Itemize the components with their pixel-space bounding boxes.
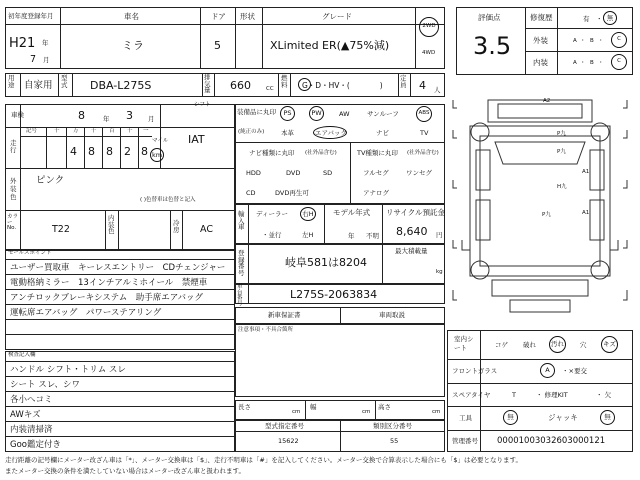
class-no: 55 — [390, 437, 399, 445]
equip-abs-circle: ABS — [416, 106, 432, 122]
reg-label: 初年度登録年月 — [8, 12, 54, 20]
mileage-digit-2: 8 — [88, 145, 95, 158]
inspector-item-3: 各小へコミ — [10, 395, 53, 405]
equip-navi: ナビ — [376, 129, 389, 137]
interior-label: 内装 — [533, 58, 548, 67]
max-load-label: 最大積載量 — [395, 247, 428, 255]
tv-label: TV種類に丸印 — [357, 149, 398, 157]
equip-pw-circle: PW — [309, 106, 324, 121]
notes-box — [235, 324, 445, 397]
reg-month: 7 — [30, 54, 37, 65]
model-year-label: モデル年式 — [333, 208, 371, 217]
color-note: ( )色替車は色替と記入 — [140, 197, 196, 203]
repair-no-circle: 無 — [603, 11, 617, 25]
diagram-label-a1a: A1 — [582, 169, 590, 175]
diagram-label-p2: P九 — [557, 149, 566, 155]
unit-mile: マイル — [152, 138, 169, 144]
import-label: 輸入車 — [238, 210, 245, 231]
tools-label: 工具 — [459, 414, 472, 422]
ac-label: 冷房 — [173, 219, 180, 234]
grade: XLimited ER(▲75%減) — [270, 39, 390, 52]
inspector-item-5: 内装清掃済 — [10, 425, 53, 435]
seat-label: 室内シート — [454, 335, 474, 353]
chassis-value: L275S-2063834 — [290, 288, 378, 301]
cc-unit: CC — [266, 86, 274, 92]
equip-leather: 本革 — [281, 129, 294, 137]
mileage-label: 走行 — [10, 139, 17, 154]
mileage-digit-5: 8 — [141, 145, 148, 158]
interior-color-label: 内装色 — [108, 214, 115, 235]
mileage-digit-4: 2 — [124, 145, 131, 158]
mileage-digit-3: 8 — [106, 145, 113, 158]
recycle-label: リサイクル預託金 — [386, 208, 445, 217]
recycle-value: 8,640 — [396, 225, 428, 238]
ac: AC — [200, 224, 213, 235]
int-a: A — [573, 60, 577, 66]
mgmt-label: 管理番号 — [452, 437, 478, 445]
ext-b: B — [590, 38, 594, 44]
sales-point-1: ユーザー買取車 キーレスエントリー CDチェンジャー — [10, 263, 226, 273]
diagram-label-h: H九 — [557, 184, 567, 190]
inspector-item-2: シート スレ、シワ — [10, 380, 81, 390]
plate-label: 登録番号 — [238, 249, 245, 277]
color-no-label: カラーNo. — [7, 214, 19, 231]
diagram-label-a2: A2 — [543, 98, 551, 104]
mileage-digit-1: 4 — [70, 145, 77, 158]
int-b: B — [590, 60, 594, 66]
type-no: 15622 — [278, 437, 299, 445]
shift: IAT — [188, 133, 205, 146]
footer-line-2: またメーター交換の条件を満たしていない場合はメーター改ざん車と扱われます。 — [5, 467, 245, 475]
jack-label: ジャッキ — [548, 413, 578, 422]
windshield-label: フロントガラス — [452, 367, 498, 375]
windshield-a-circle: A — [540, 363, 555, 378]
airbag-circle — [313, 126, 347, 139]
capacity-unit: 人 — [434, 86, 441, 94]
disp-label: 排気量 — [204, 73, 211, 94]
exterior-label: 外装 — [533, 36, 548, 45]
insp-month: 3 — [126, 109, 133, 122]
footer-line-1: 走行距離の記号欄にメーター改ざん車は「*」、メーター交換車は「$」、走行不明車は「#」を記入してください。メーター交換で合算表示した場合にも「$」は必要となります。 — [5, 456, 522, 464]
repair-label: 修復歴 — [530, 13, 553, 22]
displacement: 660 — [230, 79, 251, 92]
sales-point-2: 電動格納ミラー 13インチアルミホイール 禁煙車 — [10, 278, 208, 288]
capacity: 4 — [419, 79, 426, 92]
drive-4wd: 4WD — [422, 50, 436, 56]
ext-a: A — [573, 38, 577, 44]
drive-2wd-circle: 2WD — [419, 17, 439, 37]
equip-ps-circle: PS — [280, 106, 295, 121]
car-name-label: 車名 — [124, 12, 139, 21]
model-label: 型式 — [61, 74, 68, 89]
inspector-item-1: ハンドル シフト・トリム スレ — [10, 365, 126, 375]
fuel-label: 燃料 — [281, 74, 288, 89]
seat-stain-circle: 汚れ — [549, 336, 566, 353]
new-car-warranty: 新車保証書 — [268, 311, 301, 319]
diagram-label-p1: P九 — [557, 131, 566, 137]
sales-points-label: セールスポイント — [8, 250, 52, 256]
color: ピンク — [36, 175, 65, 186]
car-body-diagram — [450, 90, 630, 330]
model: DBA-L275S — [90, 79, 152, 92]
equipment-label: 装備品に丸印 — [237, 108, 276, 116]
diagram-label-a1b: A1 — [582, 210, 590, 216]
color-label: 外装色 — [10, 177, 17, 201]
equip-aw: AW — [339, 110, 350, 118]
int-c-circle: C — [611, 54, 627, 70]
equip-sunroof: サンルーフ — [367, 110, 399, 118]
doors: 5 — [214, 39, 221, 52]
month-unit: 月 — [43, 56, 50, 64]
inspection-label: 車検 — [11, 111, 24, 119]
inspector-item-4: AWキズ — [10, 410, 41, 420]
use: 自家用 — [24, 80, 53, 91]
reg-era: H21 — [9, 36, 36, 51]
equip-airbag: エアバック — [315, 129, 347, 137]
unit-km-circle: km — [150, 148, 164, 162]
doors-label: ドア — [211, 12, 226, 21]
seat-scratch-circle: キズ — [601, 336, 618, 353]
body-label: 形状 — [240, 12, 255, 21]
manual: 車両取説 — [379, 311, 405, 319]
mgmt-value: 00001003032603000121 — [497, 436, 606, 446]
score-value: 3.5 — [473, 32, 512, 60]
plate-value: 岐阜581は8204 — [285, 256, 367, 269]
dims-table — [235, 400, 445, 420]
cap-label: 定員 — [400, 74, 407, 89]
notes-label: 注意事項・不具合箇所 — [238, 327, 294, 333]
import-right-circle: 右H — [300, 207, 316, 221]
color-no: T22 — [52, 224, 70, 235]
shift-label: シフト — [194, 102, 211, 108]
diagram-label-p3: P九 — [542, 212, 551, 218]
grade-label: グレード — [322, 12, 352, 21]
sales-point-3: アンチロックブレーキシステム 助手席エアバッグ — [10, 293, 204, 303]
fuel-options: G・D・HV・( ) — [302, 81, 383, 90]
ext-c-circle: C — [611, 32, 627, 48]
equip-tv: TV — [420, 129, 429, 137]
inspector-item-6: Goo鑑定付き — [10, 440, 61, 450]
year-unit: 年 — [42, 39, 49, 47]
score-label: 評価点 — [478, 13, 501, 22]
insp-year: 8 — [78, 109, 85, 122]
tools-none-circle: 無 — [503, 410, 518, 425]
navi-label: ナビ種類に丸印 — [249, 149, 295, 157]
sales-point-4: 運転席エアバッグ パワーステアリング — [10, 308, 162, 318]
jack-none-circle: 無 — [600, 410, 615, 425]
chassis-label: 車台番号 — [237, 284, 243, 307]
spare-label: スペアタイヤ — [452, 391, 491, 399]
inspector-label: 検査記入欄 — [8, 352, 36, 358]
repair-yes: 有 — [583, 15, 590, 23]
car-name: ミラ — [122, 39, 144, 52]
use-label: 用途 — [8, 74, 15, 89]
